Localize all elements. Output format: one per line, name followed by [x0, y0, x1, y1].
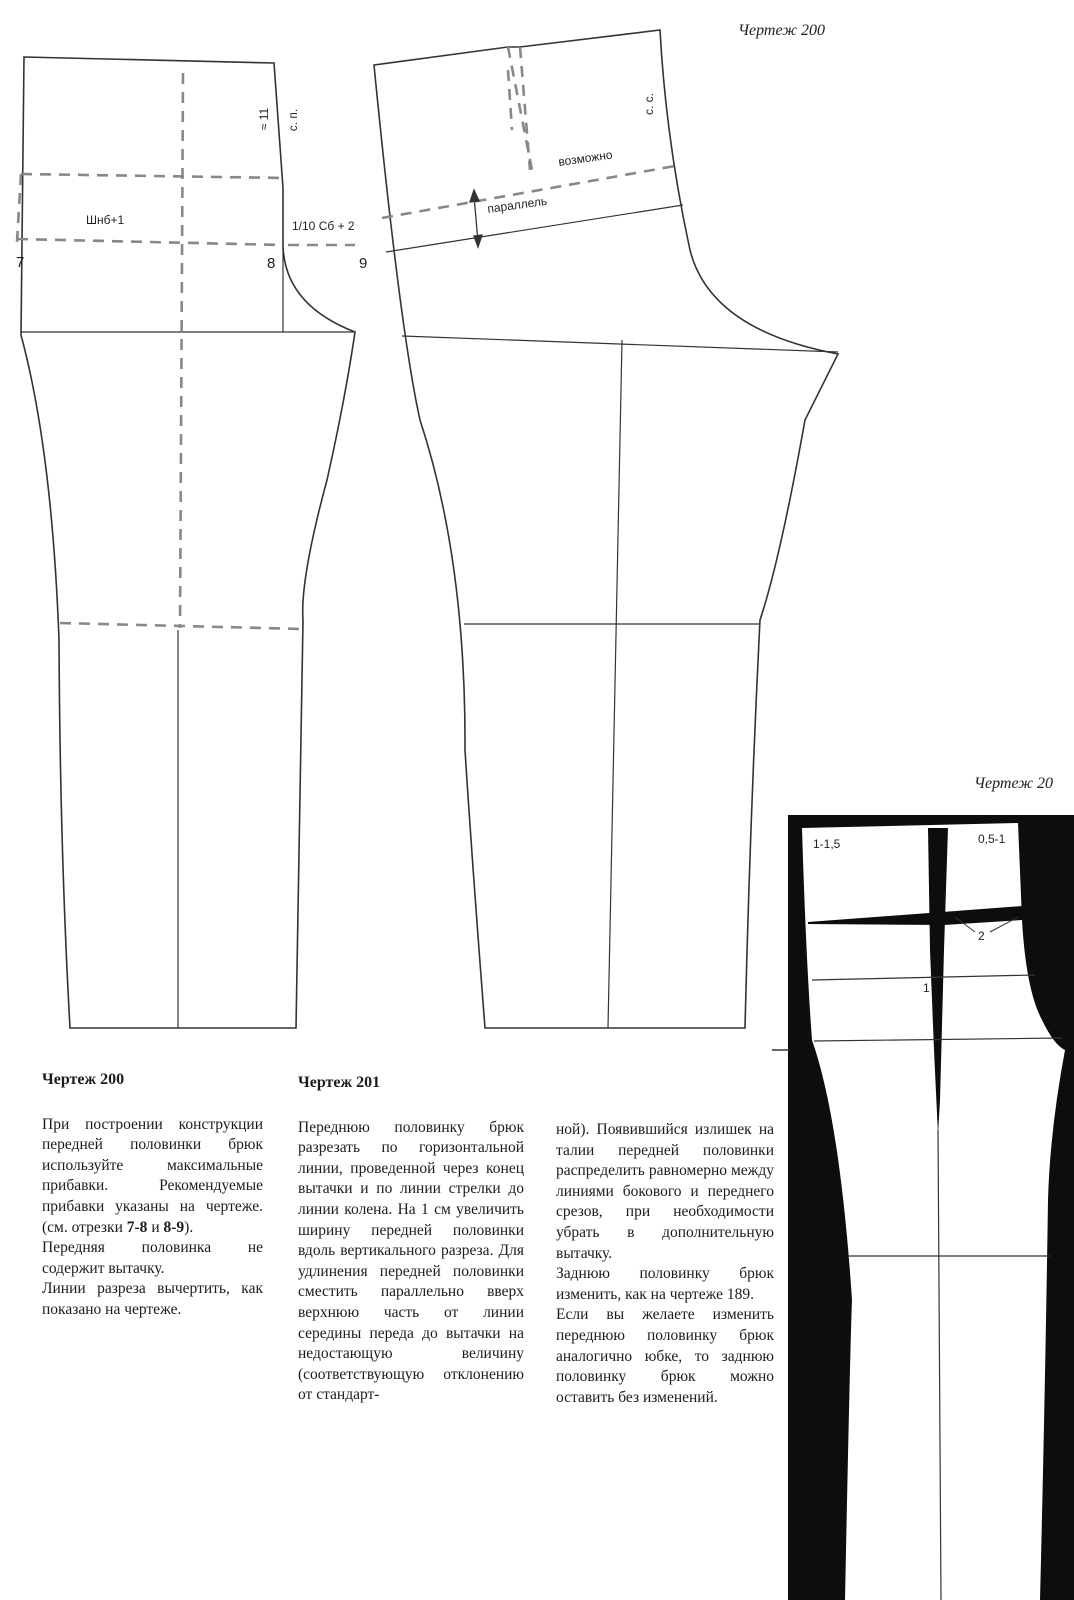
back-half-outline [374, 30, 838, 1028]
left-value-label: 1-1,5 [813, 837, 841, 851]
crotch-segment-label: 1/10 Сб + 2 [292, 219, 355, 233]
upper-dashed-line [21, 174, 286, 178]
point-9-label: 9 [359, 255, 368, 272]
approx-label: ≈ 11 [257, 107, 271, 131]
dart-value-label: 2 [978, 929, 985, 943]
lower-waist-line [386, 205, 683, 252]
segment-7-8: 7-8 [126, 1218, 148, 1236]
waist-width-label: Шнб+1 [86, 213, 125, 227]
figure-201-caption: Чертеж 20 [974, 775, 1054, 792]
text-column-2 [298, 1073, 524, 1406]
segment-8-9: 8-9 [163, 1218, 185, 1236]
grain-line-dashed [180, 73, 183, 628]
front-half-outline [21, 57, 355, 1028]
figure-200-caption: Чертеж 200 [738, 22, 826, 39]
waist-dashed-line [17, 239, 283, 245]
figure-200-dashed [17, 73, 355, 629]
parallel-label: параллель [486, 193, 548, 216]
column-1-paragraph-1 [42, 1115, 263, 1239]
column-1-paragraph-2: Передняя половинка не содержит вытачку. [42, 1239, 263, 1277]
dart-line-right [520, 47, 530, 170]
arrow-head-top [470, 190, 479, 202]
figure-201a-dashed [382, 47, 675, 218]
side-dashed-line [17, 174, 21, 242]
column-3-paragraph-2: Заднюю половинку брюк изменить, как на чертеже 189. [556, 1265, 774, 1303]
text-column-3 [556, 1120, 774, 1408]
figure-201a-pattern [374, 30, 838, 1028]
possible-label: возможно [557, 147, 614, 169]
paragraph-1-text: При построении конструкции передней половинки брюк используйте максимальные прибавки. Рекомендуемые прибавки указаны на чертеже. (см. отрезки [42, 1115, 263, 1236]
column-2-paragraph-1: Переднюю половинку брюк разрезать по горизонтальной линии, проведенной через конец вытачки и по линии стрелки до линии колена. На 1 см увеличить ширину передней половинки вдоль вертикального разреза. Для удлинения передней половинки сместить параллельно вверх верхнюю часть от линии середины переда до вытачки на недостающую величину (соответствующую отклонению от стандарт- [298, 1118, 524, 1404]
figure-200-pattern [21, 57, 355, 1028]
point-7-label: 7 [16, 254, 25, 271]
right-value-label: 0,5-1 [978, 832, 1006, 846]
hip-line [402, 336, 838, 352]
knee-dashed-line [60, 623, 303, 629]
column-1-paragraph-3: Линии разреза вычертить, как показано на чертеже. [42, 1280, 263, 1318]
paragraph-1-end: ). [184, 1218, 194, 1236]
one-label: 1 [923, 981, 930, 995]
paragraph-1-mid: и [147, 1218, 164, 1236]
point-8-label: 8 [267, 255, 276, 272]
column-2-heading: Чертеж 201 [298, 1074, 381, 1091]
dart-leg-left [508, 70, 512, 130]
figure-201b-pattern [772, 815, 1074, 1600]
figure-200-labels [16, 107, 367, 272]
back-center-label: с. с. [642, 92, 656, 116]
arrow-head-bottom [474, 235, 482, 247]
front-center-label: с. п. [286, 108, 300, 132]
column-1-heading: Чертеж 200 [42, 1071, 125, 1088]
column-3-paragraph-1: ной). Появившийся излишек на талии передней половинки распределить равномерно между линиями бокового и переднего срезов, при необходимости убрать в дополнительную вытачку. [556, 1121, 774, 1262]
grain-line [608, 340, 622, 1028]
column-3-paragraph-3: Если вы желаете изменить переднюю половинку брюк аналогично юбке, то заднюю половинку брюк можно оставить без изменений. [556, 1306, 774, 1406]
text-column-1 [42, 1070, 263, 1321]
